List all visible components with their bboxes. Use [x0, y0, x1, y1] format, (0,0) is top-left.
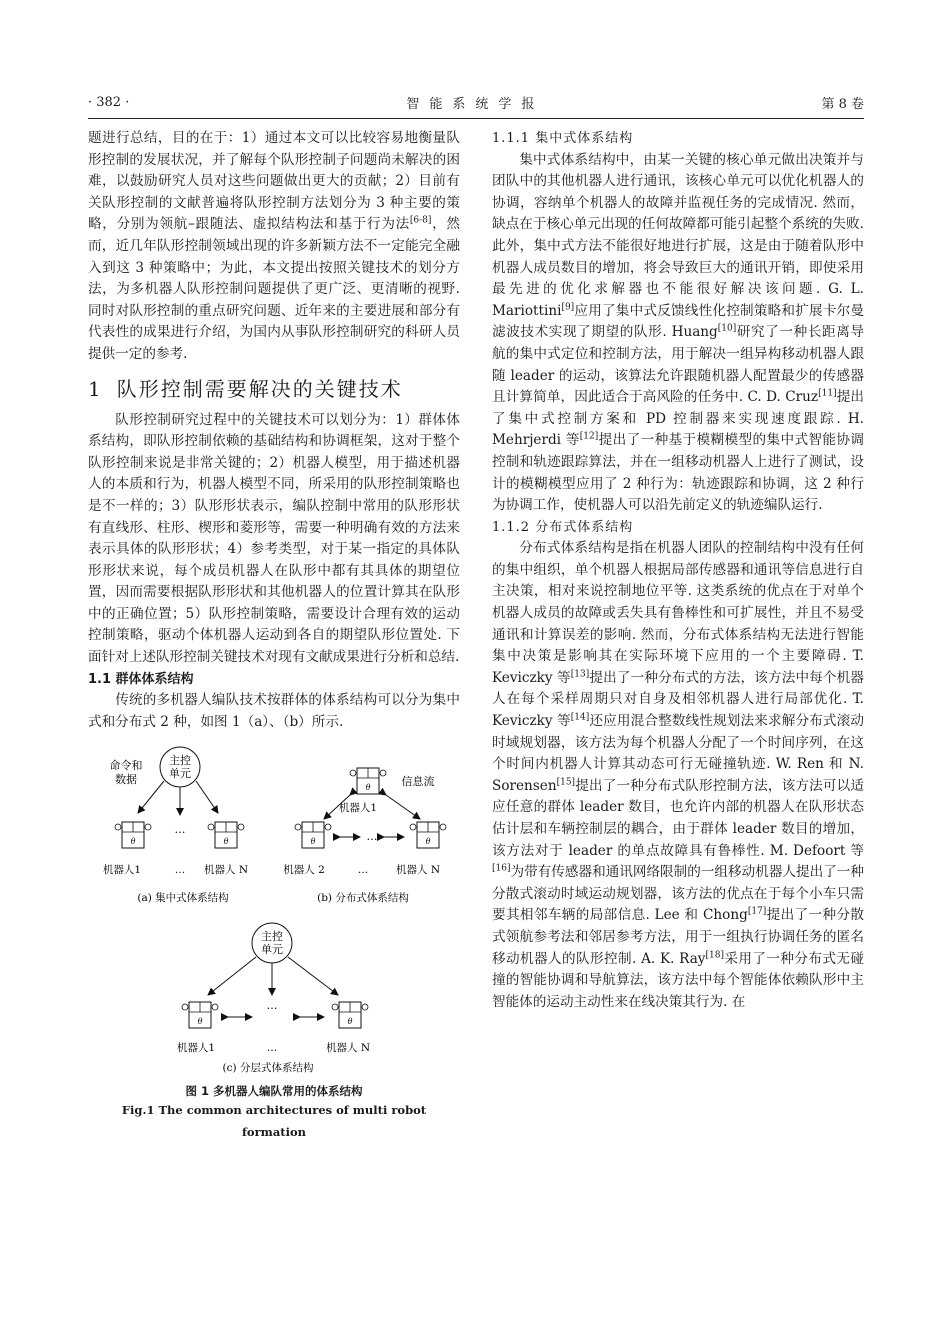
caption-c: (c) 分层式体系结构 — [222, 1062, 314, 1075]
citation[interactable]: [11] — [818, 388, 837, 399]
centralized-paragraph: 集中式体系结构中，由某一关键的核心单元做出决策并与团队中的其他机器人进行通讯，该核心单元可以优化机器人的协调，容纳单个机器人的故障并监视任务的完成情况. 然而，缺点在于核心单元出现的任何故障都可能引起整个系统的失败. 此外，集中式方法不能很好地进行扩展，这是由于随着队形中机器人成员数目的增加，将会导致巨大的通讯开销，即使采用最先进的优化求解器也不能很好解决该问题. G. L. Mariottini[9]应用了集中式反馈线性化控制策略和扩展卡尔曼滤波技术实现了期望的队形. Huang[10]研究了一种长距离导航的集中式定位和控制方法，用于解决一组异构移动机器人跟随 leader 的运动，该算法允许跟随机器人配置最少的传感器且计算简单，因此适合于高风险的任务中. C. D. Cruz[11]提出了集中式控制方案和 PD 控制器来实现速度跟踪. H. Mehrjerdi 等[12]提出了一种基于模糊模型的集中式智能协调控制和轨迹跟踪算法，并在一组移动机器人上进行了测试，设计的模糊模型应用了 2 种行为：轨迹跟踪和协调，这 2 种行为协调工作，使机器人可以沿先前定义的轨迹编队运行. — [492, 151, 865, 514]
panel-c-hierarchical — [177, 923, 370, 1074]
robot-icon — [182, 1002, 218, 1028]
citation[interactable]: [14] — [570, 712, 590, 723]
citation[interactable]: [6-8] — [409, 215, 432, 226]
svg-text:机器人 N: 机器人 N — [325, 1042, 371, 1055]
architecture-diagram: θ 主控 单元 命令和 数据 … 机器人1 … 机器人 N (a) 集中式体系结构 机器人1 信息流 … 机器人 2 … 机器人 N (b) 分布式体系结构 主控 单元 … 机器人1 … 机器人 N (c) 分层式体系结构 — [88, 745, 460, 1075]
svg-text:机器人 N: 机器人 N — [395, 864, 441, 877]
svg-text:主控: 主控 — [261, 930, 283, 944]
command-data-label: 命令和 — [109, 759, 143, 773]
svg-text:…: … — [366, 830, 378, 844]
citation[interactable]: [15] — [556, 777, 576, 788]
svg-text:机器人 2: 机器人 2 — [283, 864, 325, 877]
svg-text:数据: 数据 — [115, 773, 137, 787]
section-title: 队形控制需要解决的关键技术 — [116, 376, 403, 401]
subsubsection-heading: 1.1.2 分布式体系结构 — [492, 519, 634, 535]
svg-text:…: … — [357, 864, 369, 877]
caption-b: (b) 分布式体系结构 — [317, 892, 409, 905]
section-number: 1 — [88, 376, 103, 401]
intro-paragraph: 题进行总结，目的在于：1）通过本文可以比较容易地衡量队形控制的发展状况，并了解每个队形控制子问题尚未解决的困难，以鼓励研究人员对这些问题做出更大的贡献；2）目前有关队形控制的文献普遍将队形控制方法划分为 3 种主要的策略，分别为领航–跟随法、虚拟结构法和基于行为法[6-8]，然而，近几年队形控制领域出现的许多新颖方法不一定能完全融入到这 3 种策略中；为此，本文提出按照关键技术的划分方法，为多机器人队形控制问题提供了更广泛、更清晰的视野. 同时对队形控制的重点研究问题、近年来的主要进展和部分有代表性的成果进行介绍，为国内从事队形控制研究的科研人员提供一定的参考. — [88, 130, 461, 362]
citation[interactable]: [13] — [570, 669, 590, 680]
figure-1 — [85, 745, 460, 1140]
svg-text:…: … — [266, 1042, 278, 1055]
subsection-paragraph: 传统的多机器人编队技术按群体的体系结构可以分为集中式和分布式 2 种，如图 1（a）、（b）所示. — [88, 692, 460, 730]
svg-text:…: … — [174, 864, 186, 877]
svg-text:…: … — [266, 999, 278, 1013]
robot-n-label: 机器人 N — [203, 864, 249, 877]
robot-1-label: 机器人1 — [102, 864, 142, 877]
robot-icon — [115, 822, 151, 848]
figure-caption-cn: 图 1 多机器人编队常用的体系结构 — [185, 1084, 363, 1099]
running-header — [88, 92, 864, 112]
svg-text:单元: 单元 — [261, 943, 283, 957]
citation[interactable]: [12] — [579, 431, 599, 442]
robot-icon — [350, 768, 386, 794]
robot-icon — [295, 822, 331, 848]
volume-label: 第 8 卷 — [821, 96, 864, 112]
svg-text:机器人1: 机器人1 — [338, 802, 378, 815]
main-unit-label: 主控 — [169, 754, 191, 768]
robot-icon — [332, 1002, 368, 1028]
figure-caption-en: Fig.1 The common architectures of multi robot formation — [121, 1103, 427, 1140]
distributed-paragraph: 分布式体系结构是指在机器人团队的控制结构中没有任何的集中组织，单个机器人根据局部传感器和通讯等信息进行自主决策，相对来说控制地位平等. 这类系统的优点在于对单个机器人成员的故障或丢失具有鲁棒性和可扩展性，并且不易受通讯和计算误差的影响. 然而，分布式体系结构无法进行智能集中决策是影响其在实际环境下应用的一个主要障碍. T. Keviczky 等[13]提出了一种分布式的方法，该方法中每个机器人在每个采样周期只对自身及相邻机器人进行局部优化. T. Keviczky 等[14]还应用混合整数线性规划法来求解分布式滚动时域规划器，该方法为每个机器人分配了一个时间序列，在这个时间内机器人计算其动态可行无碰撞轨迹. W. Ren 和 N. Sorensen[15]提出了一种分布式队形控制方法，该方法可以适应任意的群体 leader 数目，也允许内部的机器人在队形状态估计层和车辆控制层的耦合，由于群体 leader 数目的增加，该方法对于 leader 的单点故障具有鲁棒性. M. Defoort 等[16]为带有传感器和通讯网络限制的一组移动机器人提出了一种分散式滚动时域运动规划器，该方法的优点在于每个小车只需要其相邻车辆的局部信息. Lee 和 Chong[17]提出了一种分散式领航参考法和邻居参考方法，用于一组执行协调任务的匿名移动机器人的队形控制. A. K. Ray[18]采用了一种分布式无碰撞的智能协调和导航算法，该方法中每个智能体依赖队形中主智能体的运动主动性来在线决策其行为. 在 — [492, 540, 865, 1010]
robot-icon — [208, 822, 244, 848]
svg-text:…: … — [174, 823, 186, 837]
citation[interactable]: [9] — [561, 302, 575, 313]
header-rule — [88, 118, 864, 119]
section1-paragraph: 队形控制研究过程中的关键技术可以划分为：1）群体体系结构，即队形控制依赖的基础结构和协调框架，这对于整个队形控制来说是非常关键的；2）机器人模型，用于描述机器人的本质和行为，机器人模型不同，所采用的队形控制策略也是不一样的；3）队形形状表示，编队控制中常用的队形形状有直线形、柱形、楔形和菱形等，需要一种明确有效的方法来表示具体的队形形状；4）参考类型，对于某一指定的具体队形形状来说，每个成员机器人在队形中都有其具体的期望位置，因而需要根据队形形状和其他机器人的位置计算其在队形中的正确位置；5）队形控制策略，需要设计合理有效的运动控制策略，驱动个体机器人运动到各自的期望队形位置处. 下面针对上述队形控制关键技术对现有文献成果进行分析和总结. — [88, 411, 460, 666]
journal-title: 智能系统学报 — [406, 96, 545, 112]
info-flow-label: 信息流 — [401, 775, 435, 789]
subsubsection-heading: 1.1.1 集中式体系结构 — [492, 131, 634, 146]
right-column — [492, 128, 864, 1013]
section-heading — [88, 374, 460, 404]
citation[interactable]: [17] — [747, 906, 767, 917]
page-number: · 382 · — [88, 94, 130, 110]
subsection-heading: 1.1 群体体系结构 — [88, 671, 194, 687]
citation[interactable]: [18] — [705, 950, 724, 961]
citation[interactable]: [16] — [492, 863, 511, 874]
panel-b-distributed — [283, 768, 446, 904]
panel-a-centralized — [103, 747, 248, 904]
caption-a: (a) 集中式体系结构 — [137, 892, 229, 905]
citation[interactable]: [10] — [717, 323, 737, 334]
svg-text:单元: 单元 — [169, 767, 191, 781]
robot-icon — [410, 822, 446, 848]
left-column — [85, 128, 461, 1140]
svg-text:机器人1: 机器人1 — [176, 1042, 216, 1055]
